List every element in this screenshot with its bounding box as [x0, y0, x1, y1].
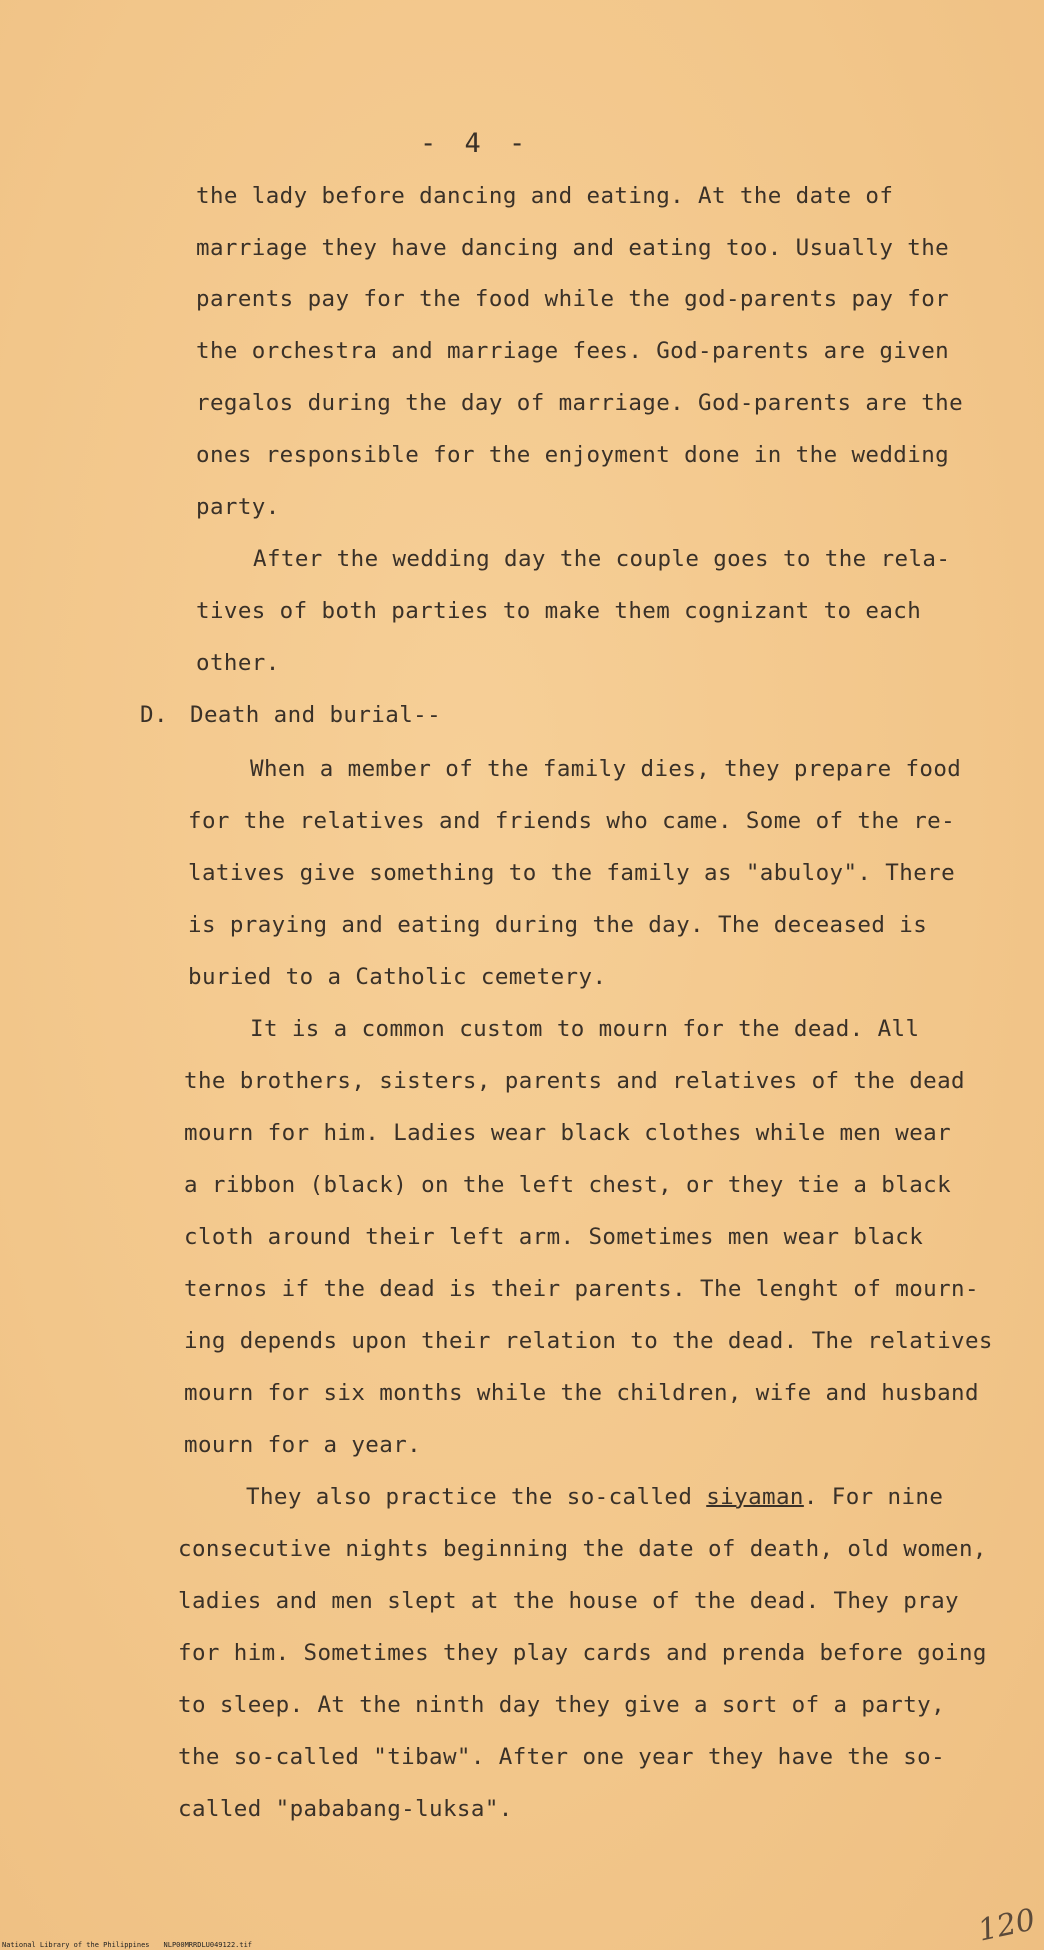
- text-line: cloth around their left arm. Sometimes men wear black: [184, 1224, 924, 1250]
- scan-footer: [2, 1941, 252, 1949]
- text-fragment: They also practice the so-called: [246, 1484, 707, 1510]
- text-line: for him. Sometimes they play cards and prenda before going: [178, 1640, 987, 1666]
- text-line: ones responsible for the enjoyment done in the wedding: [196, 442, 950, 468]
- text-line: ing depends upon their relation to the dead. The relatives: [184, 1328, 993, 1354]
- text-line: mourn for a year.: [184, 1432, 422, 1458]
- footer-library: National Library of the Philippines: [2, 1941, 150, 1949]
- text-line: When a member of the family dies, they prepare food: [250, 756, 962, 782]
- text-line: ternos if the dead is their parents. The lenght of mourn-: [184, 1276, 979, 1302]
- text-fragment: . For nine: [803, 1484, 944, 1510]
- text-line: [246, 1484, 943, 1510]
- text-line: mourn for six months while the children, wife and husband: [184, 1380, 979, 1406]
- footer-filename: NLP00MRRDLU049122.tif: [163, 1941, 253, 1949]
- underlined-term: siyaman: [706, 1484, 804, 1510]
- text-line: tives of both parties to make them cognizant to each: [196, 598, 922, 624]
- text-line: It is a common custom to mourn for the dead. All: [250, 1016, 920, 1042]
- text-line: latives give something to the family as "abuloy". There: [188, 860, 956, 886]
- text-line: the brothers, sisters, parents and relatives of the dead: [184, 1068, 965, 1094]
- text-line: regalos during the day of marriage. God-parents are the: [196, 390, 964, 416]
- text-line: a ribbon (black) on the left chest, or they tie a black: [184, 1172, 952, 1198]
- text-line: ladies and men slept at the house of the dead. They pray: [178, 1588, 959, 1614]
- page-number: - 4 -: [420, 128, 532, 159]
- text-line: consecutive nights beginning the date of death, old women,: [178, 1536, 987, 1562]
- text-line: other.: [196, 650, 280, 676]
- text-line: for the relatives and friends who came. Some of the re-: [188, 808, 956, 834]
- text-line: is praying and eating during the day. The deceased is: [188, 912, 928, 938]
- text-line: After the wedding day the couple goes to the rela-: [253, 546, 951, 572]
- text-line: the so-called "tibaw". After one year they have the so-: [178, 1744, 946, 1770]
- text-line: buried to a Catholic cemetery.: [188, 964, 607, 990]
- text-line: mourn for him. Ladies wear black clothes while men wear: [184, 1120, 952, 1146]
- text-line: to sleep. At the ninth day they give a sort of a party,: [178, 1692, 946, 1718]
- text-line: marriage they have dancing and eating too. Usually the: [196, 235, 950, 261]
- text-line: parents pay for the food while the god-parents pay for: [196, 286, 950, 312]
- section-letter: D.: [140, 702, 168, 728]
- text-line: called "pababang-luksa".: [178, 1796, 513, 1822]
- text-line: the orchestra and marriage fees. God-parents are given: [196, 338, 950, 364]
- text-line: party.: [196, 494, 280, 520]
- section-heading: Death and burial--: [190, 702, 442, 728]
- text-line: the lady before dancing and eating. At the date of: [196, 183, 894, 209]
- handwritten-page-mark: 120: [974, 1902, 1039, 1949]
